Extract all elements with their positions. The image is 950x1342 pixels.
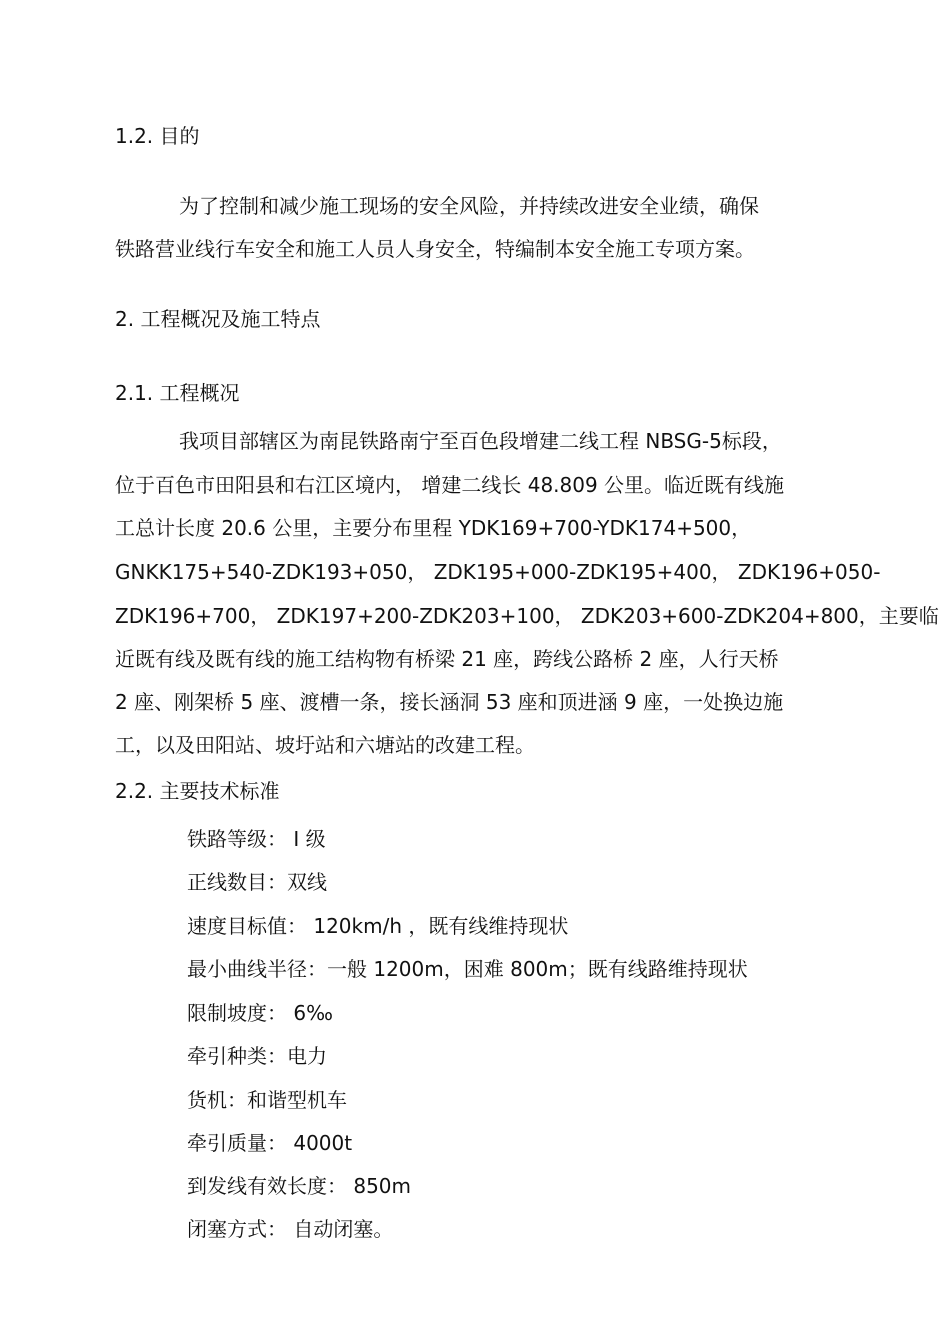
- section-heading-1-2: 1.2. 目的: [115, 124, 200, 148]
- paragraph-line: 工总计长度 20.6 公里，主要分布里程 YDK169+700-YDK174+500，: [115, 516, 752, 540]
- standard-item: 货机：和谐型机车: [187, 1088, 347, 1112]
- standard-item: 闭塞方式： 自动闭塞。: [187, 1217, 394, 1241]
- section-heading-2-1: 2.1. 工程概况: [115, 381, 240, 405]
- standard-item: 牵引种类：电力: [187, 1044, 327, 1068]
- paragraph-line: 2 座、刚架桥 5 座、渡槽一条，接长涵洞 53 座和顶进涵 9 座，一处换边施: [115, 690, 784, 714]
- standard-item: 牵引质量： 4000t: [187, 1131, 353, 1155]
- paragraph-line: GNKK175+540-ZDK193+050， ZDK195+000-ZDK195+400， ZDK196+050-: [115, 560, 881, 584]
- paragraph-line: ZDK196+700， ZDK197+200-ZDK203+100， ZDK203+600-ZDK204+800，主要临: [115, 604, 939, 628]
- standard-item: 正线数目：双线: [187, 870, 327, 894]
- standard-item: 到发线有效长度： 850m: [187, 1174, 412, 1198]
- standard-item: 限制坡度： 6‰: [187, 1001, 333, 1025]
- standard-item: 铁路等级： Ⅰ 级: [187, 827, 326, 851]
- section-heading-2: 2. 工程概况及施工特点: [115, 307, 321, 331]
- standard-item: 最小曲线半径：一般 1200m，困难 800m；既有线路维持现状: [187, 957, 748, 981]
- paragraph-line: 我项目部辖区为南昆铁路南宁至百色段增建二线工程 NBSG-5标段，: [179, 429, 782, 453]
- section-heading-2-2: 2.2. 主要技术标准: [115, 779, 280, 803]
- paragraph-line: 工，以及田阳站、坡圩站和六塘站的改建工程。: [115, 733, 535, 757]
- standard-item: 速度目标值： 120km/h ，既有线维持现状: [187, 914, 569, 938]
- paragraph-line: 铁路营业线行车安全和施工人员人身安全，特编制本安全施工专项方案。: [115, 237, 755, 261]
- paragraph-line: 近既有线及既有线的施工结构物有桥梁 21 座，跨线公路桥 2 座，人行天桥: [115, 647, 779, 671]
- paragraph-line: 位于百色市田阳县和右江区境内， 增建二线长 48.809 公里。临近既有线施: [115, 473, 785, 497]
- paragraph-line: 为了控制和减少施工现场的安全风险，并持续改进安全业绩，确保: [179, 194, 759, 218]
